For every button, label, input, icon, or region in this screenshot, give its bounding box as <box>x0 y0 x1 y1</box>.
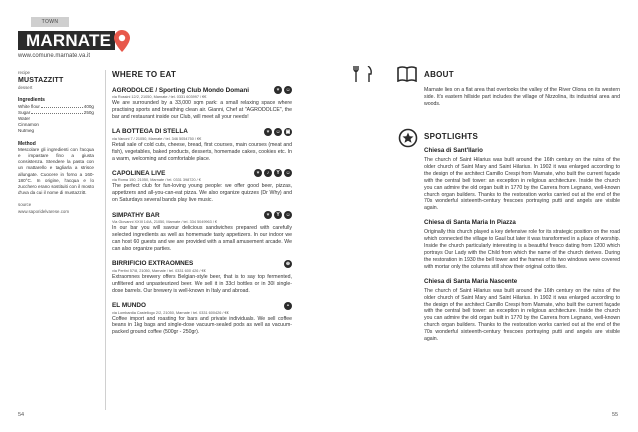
venue-address: via Lombardia Castellogo 2/2, 21050, Marnate / tel. 0331 600426 / €€ <box>112 310 229 315</box>
about-text: Marnate lies on a flat area that overlooks the valley of the River Olona on its western side. It's eastern hillside part includes the village of Nizzolina, its industrial area and woods. <box>424 87 620 107</box>
venue-description: Coffee import and roasting for bars and private individuals. We sell coffee beans in 1kg bags and single-dose vacuum-sealed pods as well as vacuum-packed ground coffee (500gr - 250gr). <box>112 315 292 336</box>
glass-icon: Y <box>274 211 282 219</box>
venue-item <box>112 260 292 295</box>
venue-name: SIMPATHY BAR <box>112 211 160 219</box>
about-heading: ABOUT <box>424 70 454 79</box>
glass-icon: Y <box>274 169 282 177</box>
ingredient-name: Cinnamon <box>18 122 39 128</box>
recipe-title: MUSTAZZITT <box>18 77 64 85</box>
beer-icon: ⊕ <box>285 260 291 267</box>
venue-name: LA BOTTEGA DI STELLA <box>112 128 188 136</box>
smiley-icon: ☺ <box>285 87 291 93</box>
venues-list <box>112 86 292 343</box>
spotlights-list <box>424 147 620 350</box>
fork-knife-icon: ⑂ <box>274 86 282 94</box>
spotlight-title: Chiesa di Santa Maria Nascente <box>424 277 518 285</box>
music-note-icon: ♪ <box>264 169 272 177</box>
spotlight-title: Chiesa di Sant'Ilario <box>424 147 483 154</box>
town-title: MARNATE <box>26 31 112 50</box>
bus-icon: ▣ <box>285 128 291 135</box>
venue-description: We are surrounded by a 33,000 sqm park: a small relaxing space where practising sports and breathing clean air. Gianni, Chef at "AGRODOLCE", the bar and restaurant inside our Club, will meet all your needs! <box>112 100 292 120</box>
spotlights-heading: SPOTLIGHTS <box>424 132 479 141</box>
venue-address: via Roma 150, 21050, Marnate / tel. 0331 398720 / € <box>112 178 201 183</box>
venue-address: via Vanoni 7 / 21050, Marnate / tel. 346 5054750 / €€ <box>112 136 202 141</box>
venue-address: via Rossini 12/2, 21050, Marnate / tel. 0331 603997 / €€ <box>112 95 207 99</box>
venue-description: The perfect club for fun-loving young people: we offer good beer, pizzas, appetizers and all-you-can-eat pizza. We also organize quizzes (Dr Why) and on Saturdays several bands play live music. <box>112 183 292 204</box>
venue-description: Extraomnes brewery offers Belgian-style beer, that is to say top fermented, unfiltered and unpasteurized beer. We sell it in 33cl bottles or in 30l single-dose barrels. Our brewery is well-known in Italy and abroad. <box>112 273 292 294</box>
venue-item <box>112 86 292 121</box>
venue-description: In our bar you will savour delicious sandwiches prepared with carefully selected ingredients as well as homemade tasty appetizers. In our indoor we can host 60 guests and we are provided with a small amusement arcade. We can also organize parties. <box>112 225 292 252</box>
spotlight-text: The church of Saint Hilarius was built around the 16th century on the ruins of the older church of Saint Mary and Saint Hilarius. In 1902 it was enlarged according to the design of the architect Camillo Crespi from Marnate, who built the current façade with the central bell tower: an exception in religious architecture. Inside the church you can admire the old organ built in 1770 by the Carrera from Legnano, well-known church organ builders. Thanks to the restoration works carried out at the end of the 70s wonderful sixteenth-century frescoes portraying putti and angels are visible again. <box>424 157 620 212</box>
ingredient-qty: 400g <box>83 103 94 109</box>
smiley-icon: ☺ <box>285 170 291 177</box>
smiley-icon: ☺ <box>285 212 291 219</box>
venue-item <box>112 302 292 337</box>
page-number-left: 54 <box>18 412 25 418</box>
coffee-icon: ◓ <box>284 302 292 310</box>
venue-name: BIRRIFICIO EXTRAOMNES <box>112 260 194 268</box>
ingredient-row <box>18 128 94 134</box>
ingredient-qty: 250g <box>83 109 94 115</box>
fork-knife-icon: ⑂ <box>254 169 262 177</box>
location-pin-icon <box>114 30 130 52</box>
ingredients-list <box>18 104 94 135</box>
ingredient-name: Nutmeg <box>18 128 35 134</box>
ingredient-name: White flour <box>18 103 40 109</box>
where-to-eat-heading: WHERE TO EAT <box>112 70 177 79</box>
method-heading: Method <box>18 140 36 147</box>
section-tag: TOWN <box>31 17 69 27</box>
spotlight-text: Originally this church played a key defensive role for its strategic position on the road which connected the village to Gaul but later it was transformed in a place of worship. Inside the church particularly interesting is a beautiful fresco dating from 1200 which portrays Our Lady with the Child from which the name of the church derives. During the restoration in 1930 the bell tower and the frames of its two windows were covered with mortar only the columns still show their original cotto tiles. <box>424 229 620 270</box>
source-link[interactable]: www.saporidelvarese.com <box>18 208 69 214</box>
fork-knife-icon: ⑂ <box>264 128 272 136</box>
venue-item <box>112 211 292 253</box>
book-icon <box>397 66 417 82</box>
venue-item <box>112 169 292 204</box>
star-badge-icon <box>398 128 418 148</box>
venue-name: EL MUNDO <box>112 302 146 309</box>
fork-knife-icon: ⑂ <box>264 211 272 219</box>
ingredient-name: Water <box>18 116 31 122</box>
recipe-label: recipe <box>18 70 30 75</box>
venue-item <box>112 128 292 163</box>
page-number-right: 55 <box>612 412 619 418</box>
source-label: source <box>18 202 32 208</box>
venue-name: CAPOLINEA LIVE <box>112 169 166 177</box>
spotlight-text: The church of Saint Hilarius was built around the 16th century on the ruins of the older church of Saint Mary and Saint Hilarius. In 1902 it was enlarged according to the design of the architect Camillo Crespi from Marnate, who built the current façade with the central bell tower: an exception in religious architecture. Inside the church you can admire the old organ built in 1770 by the Carrera from Legnano, well-known church organ builders. Thanks to the restoration works carried out at the end of the 70s wonderful sixteenth-century frescoes portraying putti and angels are visible again. <box>424 287 620 343</box>
town-website-link[interactable]: www.comune.marnate.va.it <box>18 53 91 59</box>
venue-address: Via Giovanni XXIII 14/A, 21050, Marnate / tel. 334 5049963 / € <box>112 220 218 225</box>
ingredients-heading: Ingredients <box>18 97 45 104</box>
method-text: Mescolare gli ingredienti con l'acqua e impastare fino a giusta consistenza. Stendere la pasta con un mattarello e tagliarla a strisce allungate. Cuocere in forno a 160-180°C. In origine, l'acqua e lo zucchero erano sostituiti con il mosto d'uva da cui il nome di mustazzitt. <box>18 146 94 196</box>
fork-knife-icon <box>352 66 374 82</box>
venue-address: via Pertini 57/8, 21050, Marnate / tel. 0331 600 426 / €€ <box>112 268 206 273</box>
ingredient-name: Sugar <box>18 109 31 115</box>
venue-description: Retail sale of cold cuts, cheese, bread, first courses, main courses (meat and fish), vegetables, baked products, desserts, homemade cakes, cookies etc. In a warm, welcoming and comfortable place. <box>112 141 292 162</box>
recipe-panel <box>18 70 94 215</box>
recipe-type: dessert <box>18 85 33 91</box>
column-divider <box>105 70 106 410</box>
spotlight-title: Chiesa di Santa Maria In Piazza <box>424 219 516 227</box>
smiley-icon: ☺ <box>275 128 281 135</box>
venue-name: AGRODOLCE / Sporting Club Mondo Domani <box>112 86 250 94</box>
